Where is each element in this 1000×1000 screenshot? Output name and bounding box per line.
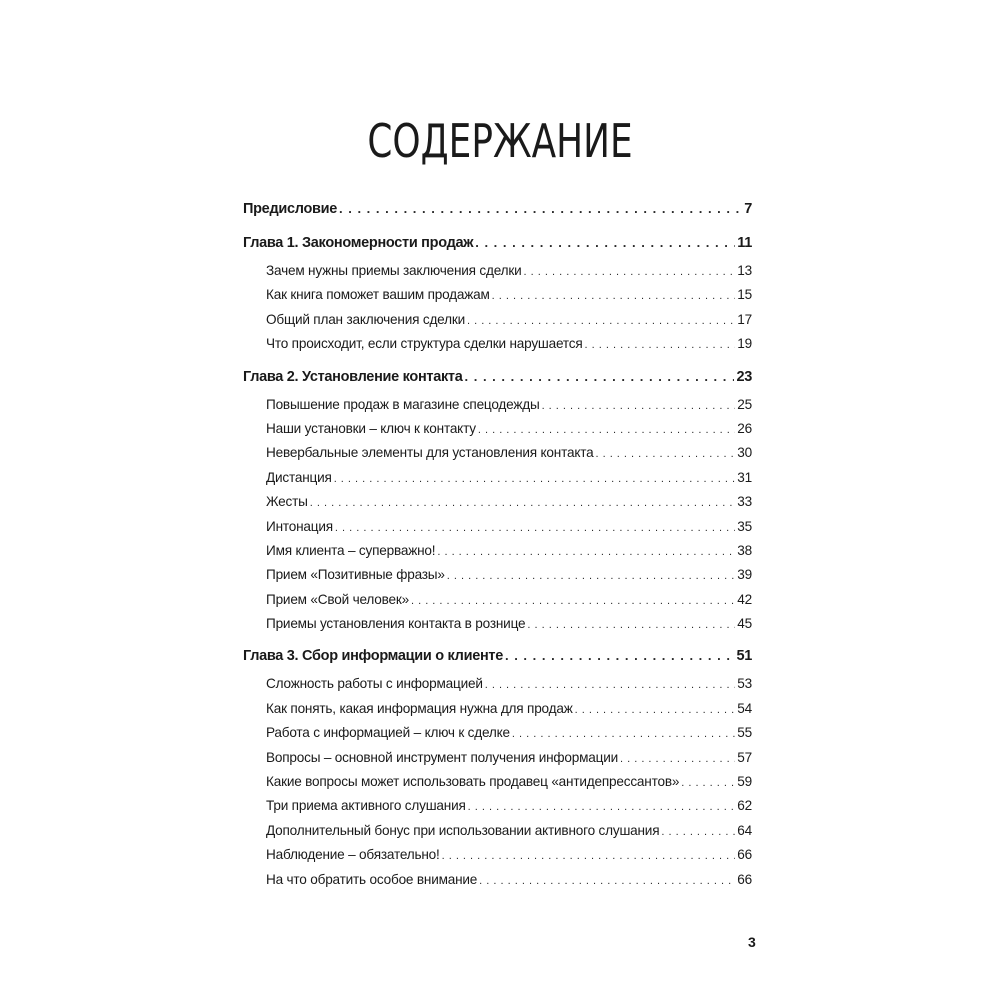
toc-entry-page: 35 (737, 518, 752, 534)
toc-entry-label: Как книга поможет вашим продажам (266, 287, 490, 303)
dot-leader (310, 497, 736, 509)
dot-leader (442, 850, 736, 862)
dot-leader (527, 619, 735, 631)
toc-entry-page: 57 (737, 749, 752, 765)
toc-entry-label: Общий план заключения сделки (266, 311, 465, 327)
toc-entry-section (243, 567, 752, 591)
toc-entry-label: Повышение продаж в магазине спецодежды (266, 396, 540, 412)
toc-entry-section (243, 701, 752, 725)
toc-entry-section (243, 872, 752, 896)
toc-entry-page: 54 (737, 700, 752, 716)
toc-entry-label: Предисловие (243, 201, 337, 217)
toc-entry-page: 7 (744, 201, 752, 217)
dot-leader (661, 826, 735, 838)
dot-leader (411, 595, 735, 607)
toc-entry-section (243, 847, 752, 871)
dot-leader (595, 448, 735, 460)
dot-leader (575, 704, 736, 716)
toc-entry-label: Зачем нужны приемы заключения сделки (266, 263, 522, 278)
toc-entry-page: 31 (737, 469, 752, 485)
toc-entry-section (243, 421, 752, 445)
toc-entry-label: Прием «Свой человек» (266, 591, 409, 607)
toc-entry-page: 33 (737, 494, 752, 510)
toc-entry-chapter-2 (243, 369, 752, 397)
toc-entry-section (243, 445, 752, 469)
dot-leader (542, 400, 736, 412)
dot-leader (467, 315, 735, 327)
toc-entry-section (243, 616, 752, 640)
toc-entry-section (243, 397, 752, 421)
toc-entry-page: 62 (737, 798, 752, 814)
toc-entry-section (243, 592, 752, 616)
toc-entry-page: 17 (737, 311, 752, 327)
toc-entry-label: Глава 3. Сбор информации о клиенте (243, 648, 503, 665)
toc-entry-label: Что происходит, если структура сделки нарушается (266, 336, 583, 352)
toc-entry-page: 38 (737, 542, 752, 558)
toc-entry-label: Интонация (266, 518, 333, 534)
toc-entry-label: Невербальные элементы для установления контакта (266, 445, 594, 461)
toc-entry-section (243, 263, 752, 287)
toc-entry-label: На что обратить особое внимание (266, 871, 478, 887)
dot-leader (468, 801, 736, 813)
dot-leader (479, 875, 735, 887)
dot-leader (465, 369, 735, 384)
toc-entry-page: 23 (736, 368, 752, 385)
toc-entry-label: Прием «Позитивные фразы» (266, 567, 445, 583)
toc-entry-page: 66 (737, 847, 752, 863)
toc-entry-page: 15 (737, 287, 752, 303)
toc-entry-page: 11 (737, 235, 752, 251)
toc-entry-chapter-1 (243, 235, 752, 263)
toc-entry-section (243, 676, 752, 700)
toc-entry-label: Какие вопросы может использовать продавец «антидепрессантов» (266, 774, 680, 790)
toc-entry-label: Наши установки – ключ к контакту (266, 420, 476, 436)
toc-entry-page: 53 (737, 676, 752, 692)
toc-entry-page: 66 (737, 871, 752, 887)
dot-leader (620, 753, 735, 765)
page-title: СОДЕРЖАНИЕ (367, 114, 633, 168)
toc-entry-section (243, 725, 752, 749)
toc-entry-page: 13 (737, 263, 752, 278)
toc-entry-section (243, 312, 752, 336)
toc-entry-section (243, 798, 752, 822)
dot-leader (447, 570, 736, 582)
toc-entry-section (243, 519, 752, 543)
toc-entry-section (243, 543, 752, 567)
toc-entry-section (243, 494, 752, 518)
toc-entry-section (243, 774, 752, 798)
dot-leader (492, 290, 736, 302)
page-number: 3 (748, 934, 756, 950)
toc-entry-section (243, 287, 752, 311)
toc-entry-label: Глава 1. Закономерности продаж (243, 235, 474, 251)
dot-leader (437, 546, 735, 558)
toc-entry-label: Как понять, какая информация нужна для продаж (266, 700, 573, 716)
toc-entry-section (243, 470, 752, 494)
toc-entry-label: Имя клиента – суперважно! (266, 542, 436, 558)
toc-entry-label: Приемы установления контакта в рознице (266, 616, 526, 632)
dot-leader (585, 339, 736, 351)
toc-entry-page: 25 (737, 396, 752, 412)
dot-leader (505, 648, 734, 663)
dot-leader (478, 424, 735, 436)
toc-entry-label: Дополнительный бонус при использовании активного слушания (266, 822, 660, 838)
toc-entry-label: Глава 2. Установление контакта (243, 368, 463, 385)
toc-entry-page: 55 (737, 725, 752, 741)
toc-entry-label: Вопросы – основной инструмент получения информации (266, 749, 618, 765)
toc-entry-page: 59 (737, 774, 752, 790)
toc-entry-label: Дистанция (266, 469, 332, 485)
dot-leader (335, 522, 735, 534)
toc-entry-section (243, 750, 752, 774)
toc-entry-page: 19 (737, 336, 752, 352)
toc-entry-section (243, 823, 752, 847)
dot-leader (485, 679, 736, 691)
toc-entry-chapter-3 (243, 648, 752, 676)
table-of-contents (243, 201, 752, 896)
toc-entry-section (243, 336, 752, 360)
toc-entry-page: 51 (736, 648, 752, 665)
toc-entry-label: Жесты (266, 494, 308, 510)
dot-leader (334, 473, 736, 485)
dot-leader (339, 201, 742, 216)
toc-entry-page: 26 (737, 420, 752, 436)
toc-entry-label: Работа с информацией – ключ к сделке (266, 725, 510, 741)
dot-leader (512, 728, 735, 740)
toc-entry-page: 42 (737, 591, 752, 607)
toc-entry-page: 64 (737, 822, 752, 838)
toc-entry-label: Наблюдение – обязательно! (266, 847, 440, 863)
toc-entry-label: Три приема активного слушания (266, 798, 466, 814)
toc-entry-page: 30 (737, 445, 752, 461)
dot-leader (681, 777, 735, 789)
toc-entry-preface (243, 201, 752, 229)
toc-entry-page: 45 (737, 616, 752, 632)
dot-leader (524, 266, 736, 278)
toc-entry-page: 39 (737, 567, 752, 583)
dot-leader (475, 235, 735, 250)
toc-entry-label: Сложность работы с информацией (266, 676, 483, 692)
